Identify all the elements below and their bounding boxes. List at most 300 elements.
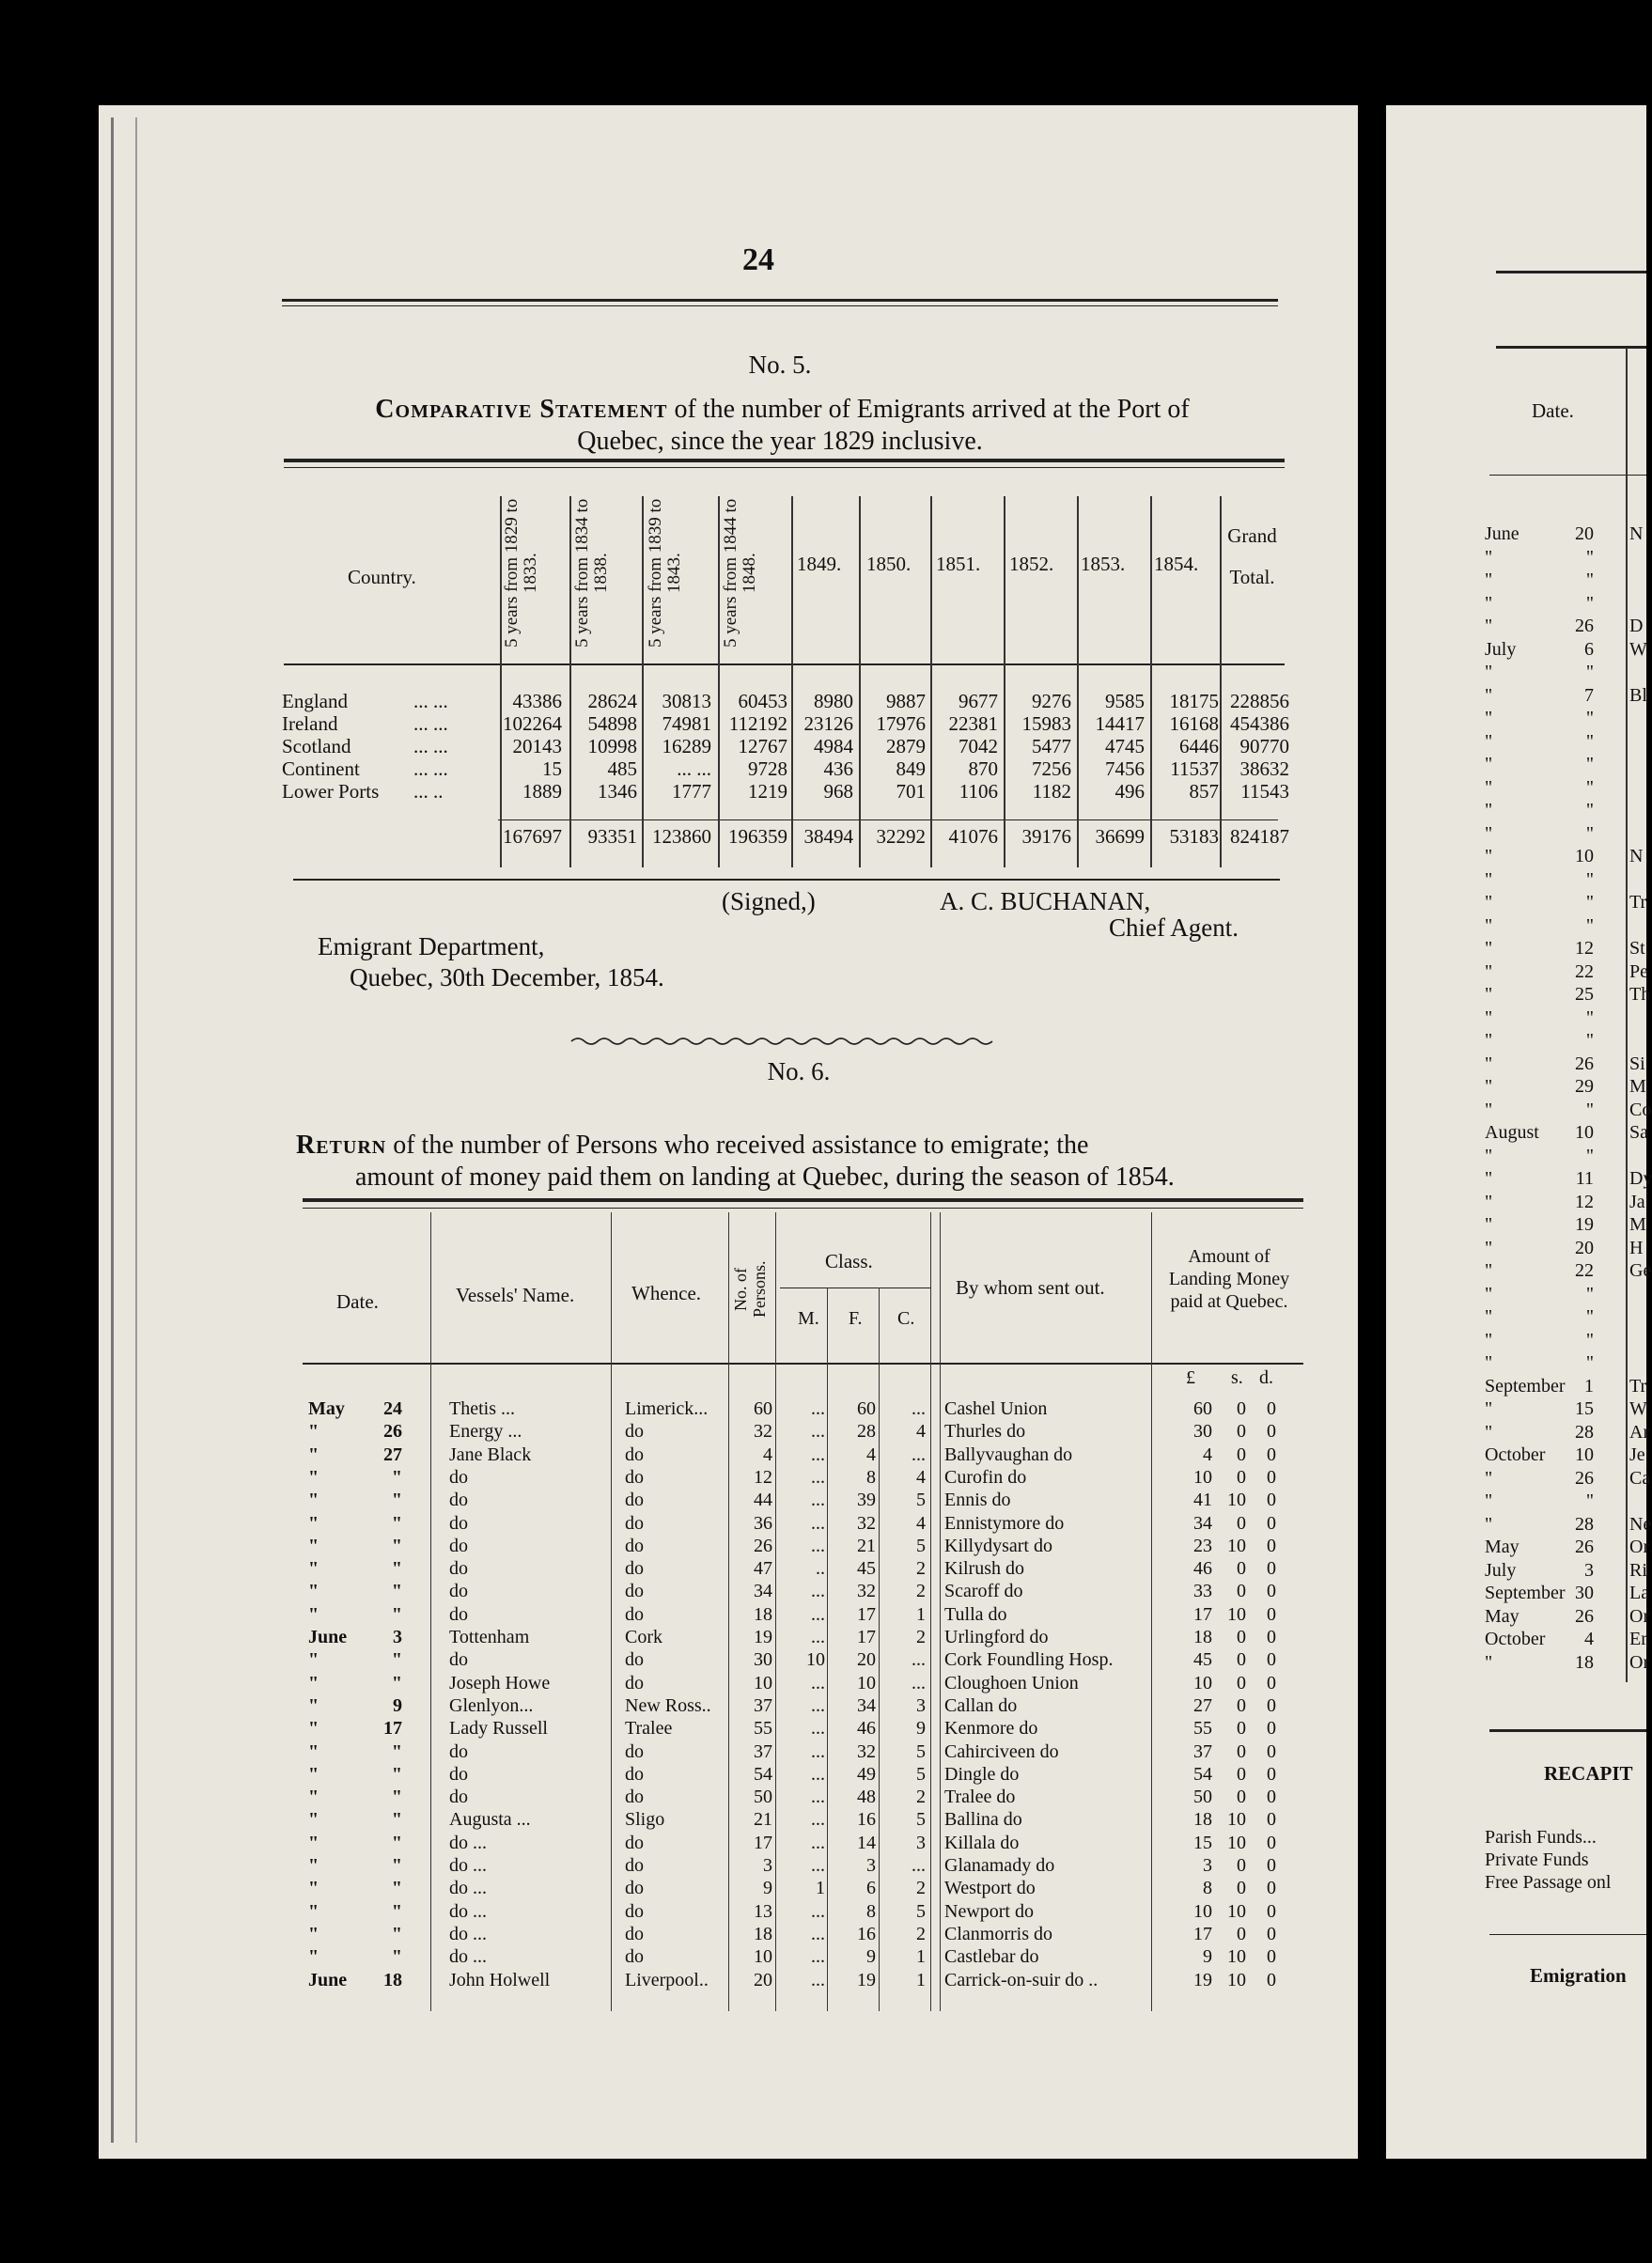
right-row-day: " bbox=[1585, 1352, 1594, 1373]
row-male: .. bbox=[816, 1558, 825, 1580]
row-female: 16 bbox=[857, 1809, 876, 1831]
row-pounds: 33 bbox=[1193, 1581, 1212, 1602]
table5-cell: 112192 bbox=[728, 712, 787, 735]
row-month: " bbox=[308, 1444, 319, 1465]
row-vessel: do ... bbox=[449, 1900, 487, 1922]
row-day: " bbox=[391, 1809, 402, 1831]
row-pounds: 37 bbox=[1193, 1740, 1212, 1762]
row-pence: 0 bbox=[1267, 1832, 1276, 1853]
right-row bbox=[0, 1007, 1646, 1030]
table5-cell: 28624 bbox=[587, 690, 637, 712]
row-whence: Limerick... bbox=[625, 1398, 709, 1419]
right-row-text: Or bbox=[1629, 1537, 1650, 1557]
row-persons: 37 bbox=[754, 1694, 772, 1716]
row-vessel: do bbox=[449, 1490, 468, 1511]
right-row-day: 10 bbox=[1575, 846, 1594, 866]
row-children: 9 bbox=[916, 1718, 926, 1740]
row-shillings: 0 bbox=[1237, 1787, 1246, 1808]
row-day: 17 bbox=[383, 1718, 402, 1740]
table5-cell: 16168 bbox=[1169, 712, 1219, 735]
row-day: 18 bbox=[383, 1969, 402, 1990]
table5-total-cell: 53183 bbox=[1169, 825, 1219, 848]
row-vessel: do ... bbox=[449, 1832, 487, 1853]
row-month: " bbox=[308, 1923, 319, 1944]
right-row-text: Er bbox=[1629, 1629, 1647, 1649]
right-row-day: " bbox=[1585, 570, 1594, 590]
row-vessel: do bbox=[449, 1466, 468, 1488]
row-male: 1 bbox=[816, 1878, 825, 1899]
table5-leader-dots: ... ... bbox=[413, 690, 448, 712]
right-row bbox=[0, 593, 1646, 616]
right-row bbox=[0, 1651, 1650, 1675]
table5-title-line2: Quebec, since the year 1829 inclusive. bbox=[577, 427, 983, 456]
table5-cell: 849 bbox=[896, 757, 926, 780]
grand-label: Grand bbox=[1227, 524, 1277, 547]
row-persons: 60 bbox=[754, 1398, 772, 1419]
right-row bbox=[0, 869, 1646, 892]
table5-cell: 1346 bbox=[598, 780, 637, 803]
row-sent-by: Kenmore do bbox=[944, 1718, 1038, 1740]
row-vessel: John Holwell bbox=[449, 1969, 551, 1990]
row-day: " bbox=[391, 1878, 402, 1899]
currency-shillings: s. bbox=[1231, 1367, 1243, 1388]
table5-cell: 60453 bbox=[738, 690, 787, 712]
row-shillings: 0 bbox=[1237, 1581, 1246, 1602]
row-male: ... bbox=[811, 1718, 825, 1740]
row-vessel: Augusta ... bbox=[449, 1809, 531, 1831]
right-row bbox=[0, 570, 1646, 592]
right-row bbox=[0, 1306, 1646, 1329]
row-sent-by: Thurles do bbox=[944, 1421, 1026, 1443]
row-pounds: 8 bbox=[1203, 1878, 1212, 1899]
right-row bbox=[0, 1560, 1646, 1583]
row-pounds: 4 bbox=[1203, 1444, 1212, 1465]
row-shillings: 0 bbox=[1237, 1763, 1246, 1785]
row-male: ... bbox=[811, 1421, 825, 1443]
table5-country: Ireland bbox=[282, 712, 338, 735]
right-row-day: " bbox=[1585, 730, 1594, 752]
row-pence: 0 bbox=[1267, 1787, 1276, 1808]
row-male: ... bbox=[811, 1832, 825, 1853]
row-children: 1 bbox=[916, 1603, 926, 1625]
right-row-day: 26 bbox=[1575, 1537, 1594, 1557]
table5-year-header: 1854. bbox=[1154, 553, 1199, 575]
row-month: June bbox=[308, 1627, 348, 1647]
right-row bbox=[0, 938, 1646, 960]
row-shillings: 0 bbox=[1237, 1649, 1246, 1671]
row-female: 60 bbox=[857, 1398, 876, 1419]
row-month: " bbox=[308, 1672, 319, 1693]
row-sent-by: Castlebar do bbox=[944, 1946, 1039, 1968]
right-row-text: Th bbox=[1629, 984, 1651, 1005]
right-row bbox=[0, 984, 1651, 1007]
right-row bbox=[0, 1238, 1646, 1260]
right-row-month: May bbox=[1485, 1537, 1520, 1557]
right-row-day: 15 bbox=[1575, 1398, 1594, 1419]
row-vessel: do bbox=[449, 1649, 468, 1671]
right-row bbox=[0, 685, 1646, 708]
row-children: 4 bbox=[916, 1466, 926, 1488]
row-shillings: 0 bbox=[1237, 1694, 1246, 1716]
row-female: 34 bbox=[857, 1694, 876, 1716]
right-date-header: Date. bbox=[1532, 399, 1574, 422]
right-row-day: 22 bbox=[1575, 1260, 1594, 1281]
right-row-day: " bbox=[1585, 1030, 1594, 1051]
table5-top-rule-thin bbox=[284, 467, 1285, 468]
right-row-text: Sa bbox=[1629, 1122, 1648, 1143]
right-row-day: 26 bbox=[1575, 1053, 1594, 1074]
row-shillings: 0 bbox=[1237, 1398, 1246, 1419]
right-row-day: " bbox=[1585, 822, 1594, 844]
row-month: " bbox=[308, 1535, 319, 1556]
row-month: " bbox=[308, 1763, 319, 1785]
row-male: 10 bbox=[806, 1649, 825, 1671]
row-vessel: do bbox=[449, 1787, 468, 1808]
row-female: 32 bbox=[857, 1740, 876, 1762]
right-row-day: " bbox=[1585, 662, 1594, 682]
right-row bbox=[0, 1122, 1646, 1145]
total-label: Total. bbox=[1229, 566, 1275, 588]
row-month: May bbox=[308, 1398, 345, 1419]
row-pounds: 18 bbox=[1193, 1809, 1212, 1831]
row-month: June bbox=[308, 1969, 348, 1990]
right-row-day: " bbox=[1585, 708, 1594, 728]
table5-cell: 454386 bbox=[1230, 712, 1289, 735]
table5-cell: 9728 bbox=[748, 757, 787, 780]
row-whence: do bbox=[625, 1900, 644, 1922]
right-row-text: Ja bbox=[1629, 1191, 1645, 1212]
row-month: " bbox=[308, 1809, 319, 1831]
row-children: 2 bbox=[916, 1558, 926, 1580]
right-row-month: " bbox=[1485, 570, 1493, 590]
row-children: 2 bbox=[916, 1878, 926, 1899]
right-row-day: 12 bbox=[1575, 938, 1594, 959]
row-pence: 0 bbox=[1267, 1421, 1276, 1443]
currency-pounds: £ bbox=[1186, 1367, 1195, 1388]
table5-total-cell: 123860 bbox=[652, 825, 711, 848]
row-whence: Tralee bbox=[625, 1718, 673, 1740]
right-row-month: " bbox=[1485, 730, 1493, 752]
row-pence: 0 bbox=[1267, 1444, 1276, 1465]
right-row bbox=[0, 1260, 1652, 1283]
right-row-month: " bbox=[1485, 822, 1493, 844]
table5-cell: 1889 bbox=[522, 780, 562, 803]
row-female: 32 bbox=[857, 1512, 876, 1534]
row-month: " bbox=[308, 1855, 319, 1876]
table6-title-rest: of the number of Persons who received assistance to emigrate; the bbox=[386, 1131, 1089, 1160]
right-row-month: " bbox=[1485, 1467, 1493, 1489]
right-row-month: " bbox=[1485, 1283, 1493, 1304]
right-row bbox=[0, 1099, 1652, 1122]
right-row-text: Si bbox=[1629, 1053, 1645, 1074]
right-row-day: 30 bbox=[1575, 1583, 1594, 1603]
table5-cell: 23126 bbox=[803, 712, 853, 735]
top-rule-thin bbox=[282, 305, 1278, 306]
right-row-month: " bbox=[1485, 1145, 1493, 1166]
right-row-text: D bbox=[1629, 616, 1644, 636]
row-female: 17 bbox=[857, 1627, 876, 1647]
table5-total-cell: 41076 bbox=[948, 825, 998, 848]
row-pounds: 10 bbox=[1193, 1466, 1212, 1488]
right-row bbox=[0, 800, 1646, 822]
right-row-day: 7 bbox=[1584, 684, 1594, 706]
right-row bbox=[0, 1146, 1646, 1168]
table5-cell: 18175 bbox=[1169, 690, 1219, 712]
right-row-month: " bbox=[1485, 1237, 1493, 1258]
table5-period-header: 5 years from 1839 to 1843. bbox=[646, 498, 684, 648]
table5-cell: 10998 bbox=[587, 735, 637, 757]
right-row-month: September bbox=[1485, 1375, 1566, 1397]
right-row-month: " bbox=[1485, 800, 1493, 820]
right-row-day: 20 bbox=[1575, 1237, 1594, 1258]
row-sent-by: Westport do bbox=[944, 1878, 1036, 1899]
row-pounds: 60 bbox=[1193, 1398, 1212, 1419]
row-whence: do bbox=[625, 1512, 644, 1534]
agent-title: Chief Agent. bbox=[1109, 913, 1239, 942]
table5-leader-dots: ... .. bbox=[413, 780, 444, 803]
table5-cell: 9276 bbox=[1032, 690, 1071, 712]
row-children: ... bbox=[912, 1649, 926, 1671]
row-pounds: 54 bbox=[1193, 1763, 1212, 1785]
right-row-month: August bbox=[1485, 1122, 1539, 1143]
row-persons: 26 bbox=[754, 1535, 772, 1556]
table5-title bbox=[277, 395, 1287, 425]
recap-item: Free Passage onl bbox=[1485, 1872, 1612, 1893]
row-whence: do bbox=[625, 1740, 644, 1762]
row-persons: 10 bbox=[754, 1946, 772, 1968]
right-row-day: 12 bbox=[1575, 1191, 1594, 1212]
right-row-month: " bbox=[1485, 846, 1493, 866]
right-row-text: La bbox=[1629, 1583, 1650, 1603]
row-female: 10 bbox=[857, 1672, 876, 1693]
row-vessel: do ... bbox=[449, 1923, 487, 1944]
place-date: Quebec, 30th December, 1854. bbox=[350, 963, 664, 991]
right-row-month: " bbox=[1485, 892, 1493, 913]
col-persons-header: No. of Persons. bbox=[731, 1260, 769, 1319]
row-children: 5 bbox=[916, 1809, 926, 1831]
row-male: ... bbox=[811, 1398, 825, 1419]
row-shillings: 0 bbox=[1237, 1421, 1246, 1443]
row-pounds: 45 bbox=[1193, 1649, 1212, 1671]
row-female: 19 bbox=[857, 1969, 876, 1990]
row-sent-by: Carrick-on-suir do .. bbox=[944, 1969, 1099, 1990]
row-month: " bbox=[308, 1900, 319, 1922]
row-whence: do bbox=[625, 1581, 644, 1602]
row-vessel: do bbox=[449, 1763, 468, 1785]
row-female: 20 bbox=[857, 1649, 876, 1671]
row-female: 3 bbox=[866, 1855, 876, 1876]
row-persons: 12 bbox=[754, 1466, 772, 1488]
table5-total-cell: 196359 bbox=[728, 825, 787, 848]
table5-cell: 20143 bbox=[512, 735, 562, 757]
right-row-month: October bbox=[1485, 1629, 1546, 1649]
recap-item: Parish Funds... bbox=[1485, 1827, 1597, 1848]
row-pounds: 27 bbox=[1193, 1694, 1212, 1716]
row-sent-by: Glanamady do bbox=[944, 1855, 1055, 1876]
table6-row bbox=[0, 1901, 1646, 1924]
row-female: 45 bbox=[857, 1558, 876, 1580]
right-row-text: Ge bbox=[1629, 1260, 1652, 1281]
table6-row bbox=[0, 1787, 1646, 1809]
table5-country: Scotland bbox=[282, 735, 351, 757]
right-row-day: " bbox=[1585, 1099, 1594, 1120]
row-pounds: 30 bbox=[1193, 1421, 1212, 1443]
right-row-text: H bbox=[1629, 1237, 1644, 1258]
right-row-month: " bbox=[1485, 1191, 1493, 1212]
row-day: " bbox=[391, 1946, 402, 1968]
row-vessel: Thetis ... bbox=[449, 1398, 515, 1419]
table5-period-header: 5 years from 1844 to 1848. bbox=[721, 498, 759, 648]
right-row-text: Dy bbox=[1629, 1168, 1652, 1189]
table5-cell: 968 bbox=[823, 780, 853, 803]
right-row-month: " bbox=[1485, 1490, 1493, 1511]
right-row-text: Tr bbox=[1629, 892, 1647, 913]
row-children: ... bbox=[912, 1672, 926, 1693]
right-row-day: 25 bbox=[1575, 984, 1594, 1005]
right-row bbox=[0, 823, 1646, 846]
right-row-text: M bbox=[1629, 1214, 1646, 1235]
table5-year-header: 1853. bbox=[1081, 553, 1126, 575]
table5-cell: 1777 bbox=[672, 780, 711, 803]
right-row-day: 28 bbox=[1575, 1513, 1594, 1535]
right-row-text: W bbox=[1629, 638, 1647, 660]
signed-label: (Signed,) bbox=[722, 887, 816, 915]
table5-total-cell: 93351 bbox=[587, 825, 637, 848]
right-row-day: " bbox=[1585, 546, 1594, 568]
row-sent-by: Tulla do bbox=[944, 1603, 1007, 1625]
row-pence: 0 bbox=[1267, 1603, 1276, 1625]
right-row-day: 1 bbox=[1584, 1375, 1594, 1397]
table6-row bbox=[0, 1718, 1646, 1740]
right-row-day: 18 bbox=[1575, 1651, 1594, 1673]
row-shillings: 0 bbox=[1237, 1466, 1246, 1488]
currency-pence: d. bbox=[1259, 1367, 1273, 1388]
row-children: 5 bbox=[916, 1740, 926, 1762]
row-whence: do bbox=[625, 1649, 644, 1671]
table5-country: England bbox=[282, 690, 348, 712]
table5-cell: 4745 bbox=[1105, 735, 1145, 757]
department: Emigrant Department, bbox=[318, 932, 545, 960]
right-row-month: " bbox=[1485, 914, 1493, 936]
row-day: " bbox=[391, 1512, 402, 1534]
row-shillings: 0 bbox=[1237, 1740, 1246, 1762]
row-children: 5 bbox=[916, 1763, 926, 1785]
row-persons: 18 bbox=[754, 1923, 772, 1944]
table5-leader-dots: ... ... bbox=[413, 712, 448, 735]
right-row-text: Pe bbox=[1629, 960, 1648, 982]
right-row bbox=[0, 1603, 1650, 1629]
right-row-month: " bbox=[1485, 1053, 1493, 1074]
row-female: 17 bbox=[857, 1603, 876, 1625]
row-shillings: 10 bbox=[1227, 1535, 1246, 1556]
table5-cell: 1182 bbox=[1032, 780, 1071, 803]
row-shillings: 10 bbox=[1227, 1809, 1246, 1831]
row-persons: 17 bbox=[754, 1832, 772, 1853]
right-row bbox=[0, 1421, 1650, 1444]
row-shillings: 10 bbox=[1227, 1900, 1246, 1922]
table5-total-cell: 39176 bbox=[1021, 825, 1071, 848]
right-row-day: " bbox=[1585, 1306, 1594, 1327]
right-row bbox=[0, 1398, 1646, 1421]
row-pence: 0 bbox=[1267, 1855, 1276, 1876]
table5-cell: 43386 bbox=[512, 690, 562, 712]
right-row-day: 11 bbox=[1575, 1168, 1594, 1189]
right-row-text: N bbox=[1629, 523, 1644, 544]
row-day: " bbox=[391, 1490, 402, 1511]
row-shillings: 10 bbox=[1227, 1969, 1246, 1990]
table6-row bbox=[0, 1833, 1646, 1855]
right-row-month: " bbox=[1485, 1421, 1493, 1443]
right-row-month: " bbox=[1485, 684, 1493, 706]
right-row-month: " bbox=[1485, 754, 1493, 774]
right-row-month: October bbox=[1485, 1444, 1546, 1465]
right-row bbox=[0, 731, 1646, 754]
right-row-text: Ne bbox=[1629, 1513, 1652, 1535]
row-children: 2 bbox=[916, 1923, 926, 1944]
row-pounds: 41 bbox=[1193, 1490, 1212, 1511]
amount-line2: Landing Money bbox=[1168, 1269, 1290, 1289]
table5-cell: 74981 bbox=[662, 712, 711, 735]
right-row bbox=[0, 846, 1646, 868]
right-row-day: " bbox=[1585, 1283, 1594, 1304]
right-row-day: 29 bbox=[1575, 1076, 1594, 1097]
table5-leader-dots: ... ... bbox=[413, 735, 448, 757]
table5-cell: 8980 bbox=[814, 690, 853, 712]
row-whence: do bbox=[625, 1444, 644, 1465]
row-vessel: do ... bbox=[449, 1855, 487, 1876]
row-shillings: 0 bbox=[1237, 1878, 1246, 1899]
row-whence: do bbox=[625, 1832, 644, 1853]
row-day: " bbox=[391, 1740, 402, 1762]
row-sent-by: Callan do bbox=[944, 1694, 1018, 1716]
recap-title: RECAPIT bbox=[1544, 1762, 1633, 1785]
row-children: 2 bbox=[916, 1581, 926, 1602]
right-row bbox=[0, 1030, 1646, 1053]
table5-cell: 15983 bbox=[1021, 712, 1071, 735]
row-shillings: 0 bbox=[1237, 1558, 1246, 1580]
row-male: ... bbox=[811, 1603, 825, 1625]
row-children: 3 bbox=[916, 1694, 926, 1716]
amount-line3: paid at Quebec. bbox=[1170, 1291, 1288, 1312]
table5-cell: 11537 bbox=[1170, 757, 1219, 780]
row-persons: 19 bbox=[754, 1627, 772, 1647]
right-row-text: Or bbox=[1629, 1651, 1650, 1673]
row-pence: 0 bbox=[1267, 1763, 1276, 1785]
row-vessel: Jane Black bbox=[449, 1444, 532, 1465]
right-row-text: Or bbox=[1629, 1605, 1650, 1627]
row-children: 5 bbox=[916, 1900, 926, 1922]
row-children: 3 bbox=[916, 1832, 926, 1853]
row-female: 39 bbox=[857, 1490, 876, 1511]
row-day: " bbox=[391, 1581, 402, 1602]
row-pence: 0 bbox=[1267, 1694, 1276, 1716]
row-children: 5 bbox=[916, 1490, 926, 1511]
row-whence: do bbox=[625, 1421, 644, 1443]
right-row-month: " bbox=[1485, 1513, 1493, 1535]
row-day: " bbox=[391, 1855, 402, 1876]
row-pence: 0 bbox=[1267, 1398, 1276, 1419]
right-row-day: 6 bbox=[1584, 638, 1594, 660]
table5-cell: 17976 bbox=[876, 712, 926, 735]
row-sent-by: Kilrush do bbox=[944, 1558, 1024, 1580]
row-persons: 4 bbox=[763, 1444, 772, 1465]
table6-row bbox=[0, 1946, 1646, 1969]
row-pence: 0 bbox=[1267, 1627, 1276, 1647]
right-row-month: " bbox=[1485, 1329, 1493, 1350]
row-male: ... bbox=[811, 1444, 825, 1465]
row-day: 24 bbox=[383, 1398, 402, 1419]
col-vessel-header: Vessels' Name. bbox=[456, 1284, 575, 1306]
